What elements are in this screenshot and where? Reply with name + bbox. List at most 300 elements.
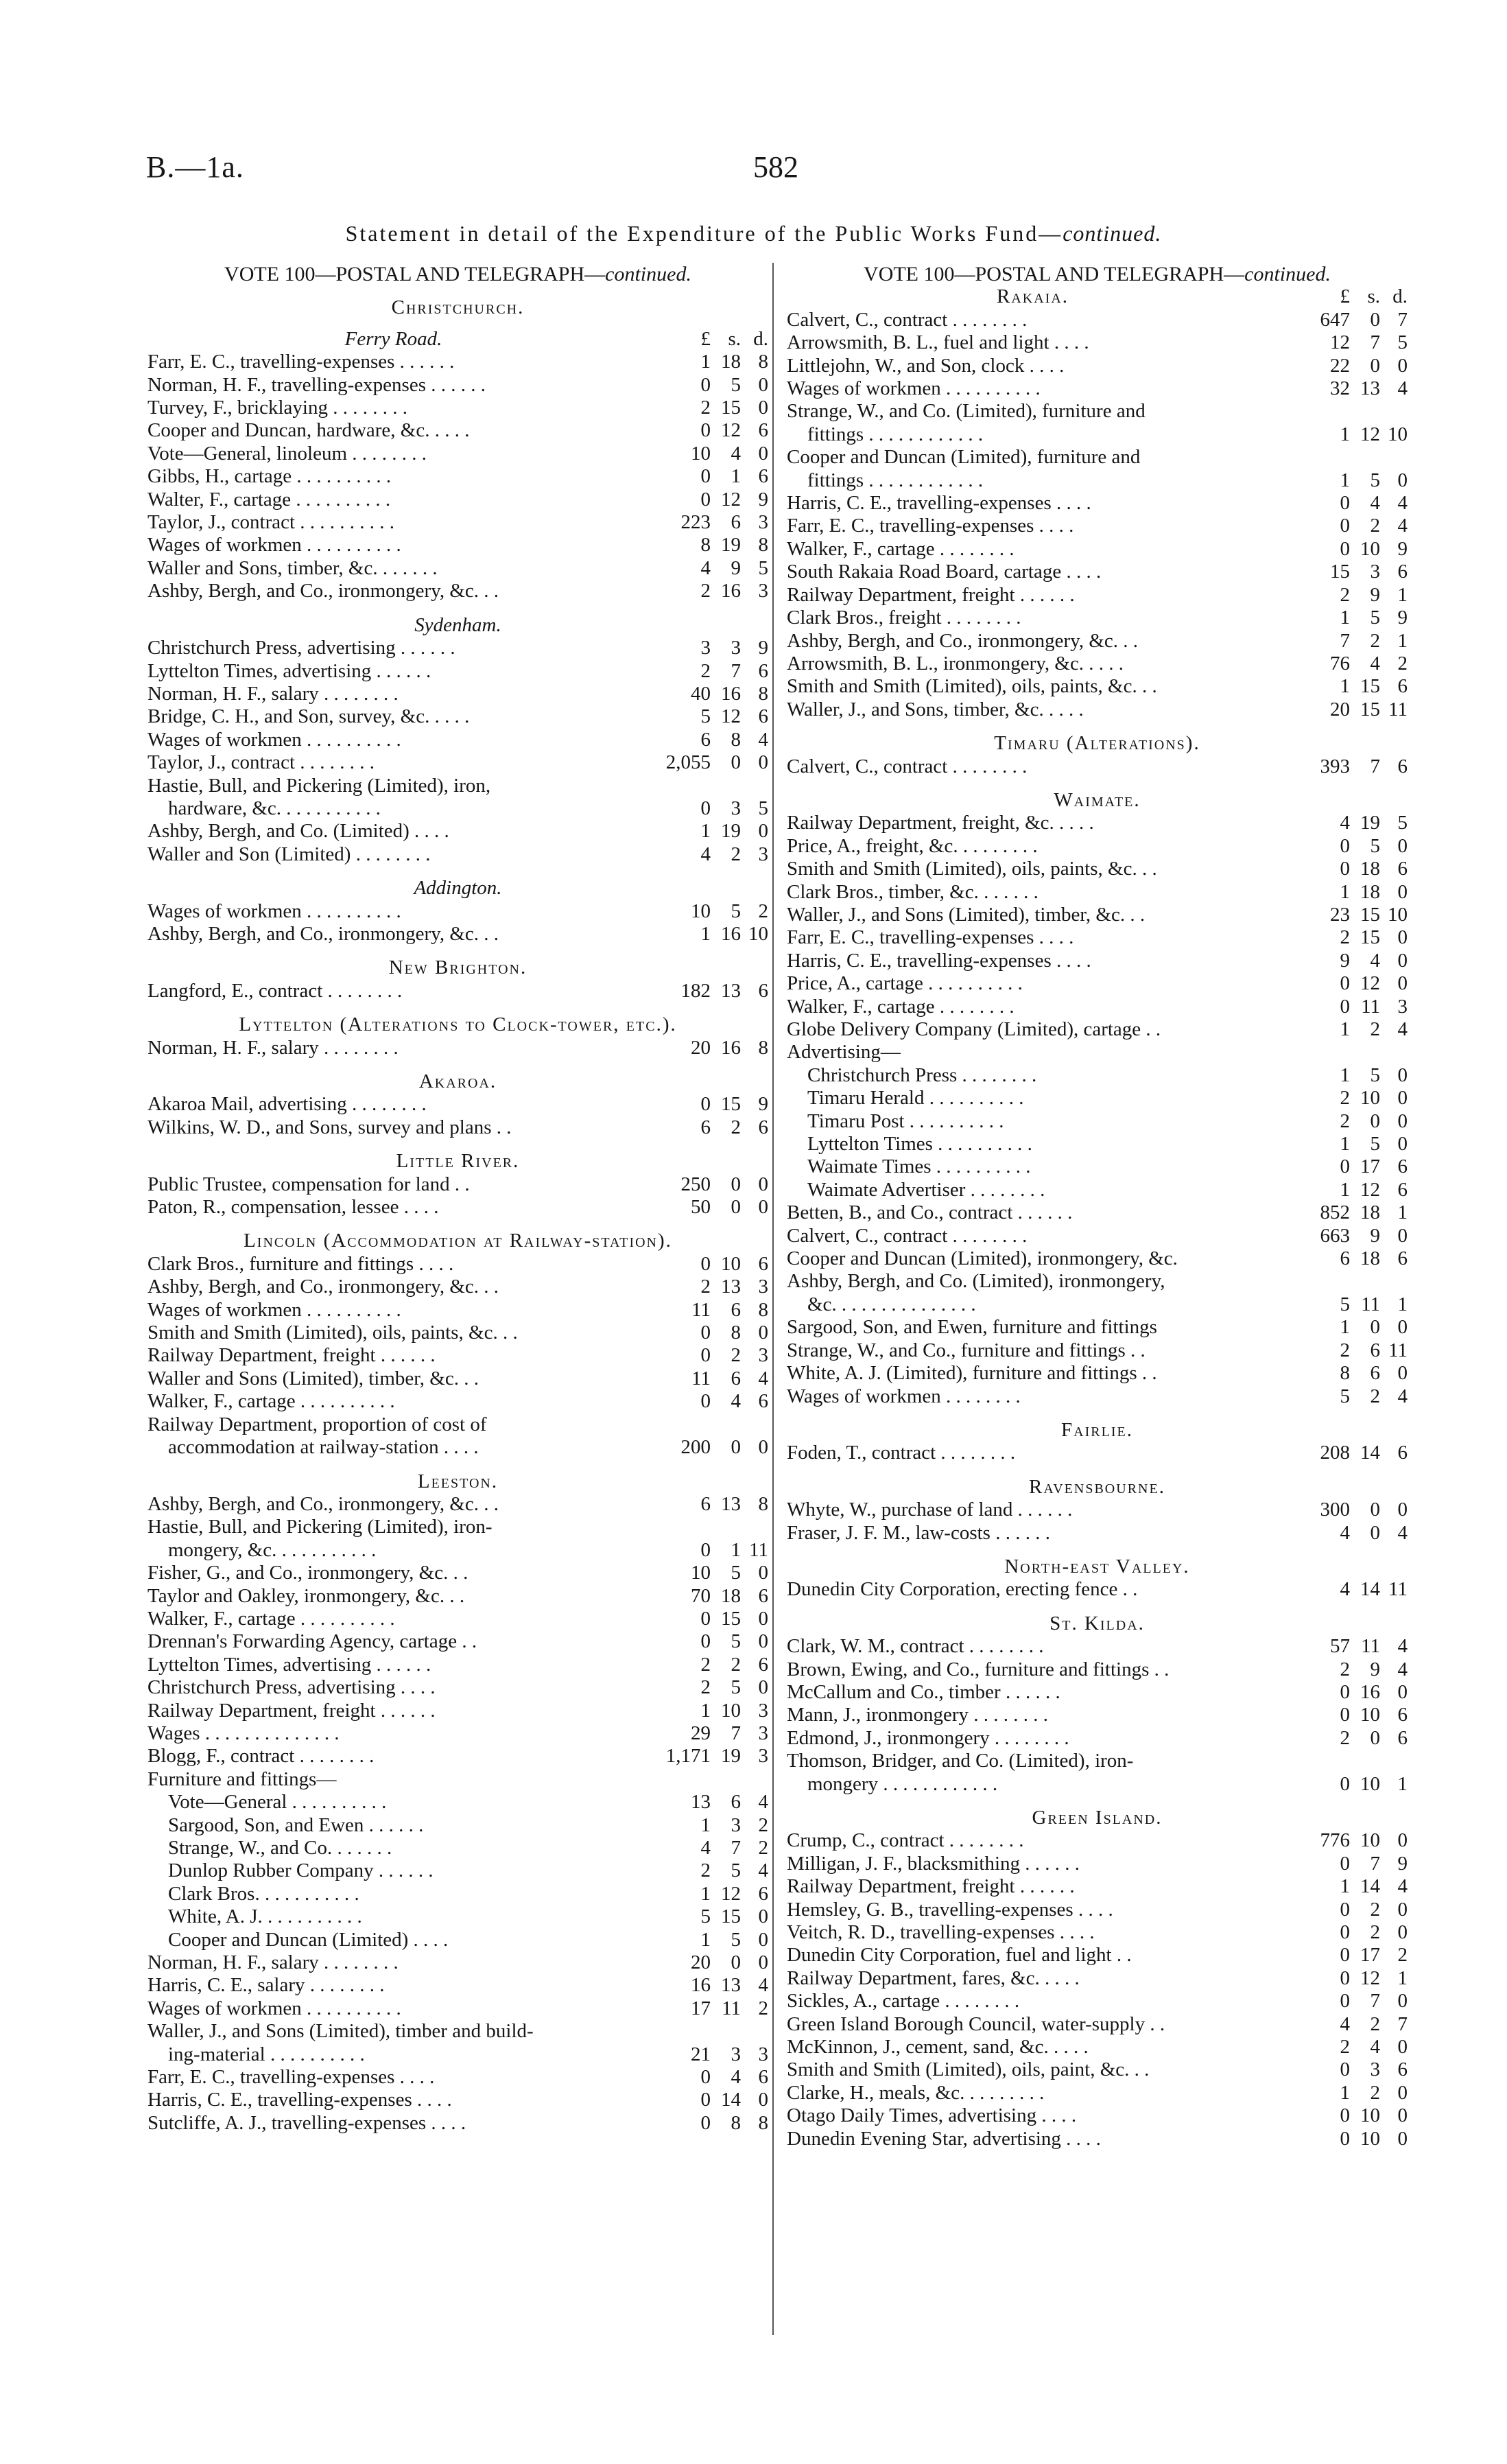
ledger-description: Clark, W. M., contract . . . . . . . . xyxy=(787,1635,1044,1658)
ledger-amount xyxy=(1279,2128,1408,2150)
subsection-heading-row xyxy=(147,328,768,351)
ledger-amount xyxy=(1279,1018,1408,1041)
ledger-row xyxy=(787,699,1408,721)
amount-pounds: 393 xyxy=(1320,755,1350,777)
ledger-description: Lyttelton Times . . . . . . . . . . xyxy=(807,1133,1032,1155)
ledger-amount xyxy=(1279,1339,1408,1362)
ledger-amount xyxy=(1279,1385,1408,1408)
ledger-amount xyxy=(1279,469,1408,492)
ledger-description: Hastie, Bull, and Pickering (Limited), iron- xyxy=(147,1516,493,1538)
amount-pounds: 0 xyxy=(700,465,711,488)
amount-pence: 0 xyxy=(1397,1087,1408,1110)
amount-pence: 0 xyxy=(1397,2104,1408,2127)
ledger-description: Wages of workmen . . . . . . . . . . xyxy=(147,900,401,922)
ledger-description: Clarke, H., meals, &c. . . . . . . . . xyxy=(787,2081,1045,2104)
ledger-amount xyxy=(639,1539,768,1562)
amount-pounds: 5 xyxy=(700,705,711,728)
ledger-description: fittings . . . . . . . . . . . . xyxy=(807,469,984,491)
ledger-row xyxy=(147,1929,768,1951)
amount-pence: 1 xyxy=(1397,1293,1408,1315)
amount-pounds: 0 xyxy=(1340,1680,1350,1703)
amount-pence: 10 xyxy=(1388,903,1408,926)
ledger-description: Edmond, J., ironmongery . . . . . . . . xyxy=(787,1726,1069,1749)
amount-shillings: 10 xyxy=(1360,2127,1380,2150)
ledger-description: ing-material . . . . . . . . . . xyxy=(168,2043,365,2065)
ledger-description: Wages of workmen . . . . . . . . . . xyxy=(787,377,1041,400)
ledger-description: Ashby, Bergh, and Co., ironmongery, &c. . . xyxy=(147,1492,499,1515)
amount-shillings: 3 xyxy=(731,2043,741,2065)
amount-shillings: 9 xyxy=(1370,1658,1380,1680)
ledger-description: Cooper and Duncan (Limited), ironmongery, &c. xyxy=(787,1247,1178,1270)
ledger-row xyxy=(147,2066,768,2089)
amount-pounds: 10 xyxy=(691,900,711,922)
amount-shillings: 5 xyxy=(1370,1064,1380,1086)
amount-pence: 0 xyxy=(758,442,768,465)
amount-shillings: 2 xyxy=(731,1653,741,1676)
ledger-row xyxy=(147,923,768,946)
amount-pence: 6 xyxy=(758,705,768,728)
amount-pence: 8 xyxy=(758,682,768,705)
amount-shillings: 7 xyxy=(1370,331,1380,354)
amount-shillings: 18 xyxy=(1360,858,1380,880)
ledger-row xyxy=(787,653,1408,675)
ledger-description: Timaru Post . . . . . . . . . . xyxy=(807,1110,1004,1132)
amount-pence: 6 xyxy=(758,1584,768,1607)
lsd-column-headings xyxy=(1279,285,1408,308)
amount-shillings: 7 xyxy=(1370,755,1380,777)
amount-pence: 3 xyxy=(758,1699,768,1722)
ledger-description: Cooper and Duncan (Limited) . . . . xyxy=(168,1928,449,1951)
ledger-description: Norman, H. F., salary . . . . . . . . xyxy=(147,682,399,705)
ledger-description: Railway Department, freight . . . . . . xyxy=(787,583,1075,606)
ledger-description: Bridge, C. H., and Son, survey, &c. . . . . xyxy=(147,705,470,728)
ledger-row xyxy=(147,1676,768,1699)
ledger-row xyxy=(787,1179,1408,1201)
amount-pence: 6 xyxy=(1397,1155,1408,1178)
amount-shillings: 4 xyxy=(1370,2036,1380,2058)
ledger-description: White, A. J. . . . . . . . . . . xyxy=(168,1905,362,1928)
ledger-amount xyxy=(1279,1155,1408,1178)
amount-pence: 6 xyxy=(1397,1247,1408,1270)
ledger-description: Harris, C. E., travelling-expenses . . . . xyxy=(787,492,1091,515)
ledger-row xyxy=(147,660,768,683)
amount-pence: 6 xyxy=(758,1390,768,1413)
amount-pounds: 300 xyxy=(1320,1499,1350,1521)
ledger-description: Wages of workmen . . . . . . . . . . xyxy=(147,534,401,556)
ledger-amount xyxy=(1279,1442,1408,1464)
amount-pounds: 1 xyxy=(1340,1875,1350,1898)
left-entries xyxy=(147,285,768,2135)
amount-shillings: 10 xyxy=(1360,1829,1380,1852)
ledger-description: Smith and Smith (Limited), oils, paint, &c. . . xyxy=(787,2058,1150,2081)
amount-pence: 3 xyxy=(758,1276,768,1298)
ledger-row xyxy=(787,996,1408,1018)
amount-pence: 0 xyxy=(1397,1064,1408,1086)
amount-pence: 6 xyxy=(758,1252,768,1275)
ledger-row xyxy=(147,1791,768,1814)
statement-title-continued: continued. xyxy=(1063,221,1162,246)
amount-pence: 6 xyxy=(758,659,768,682)
amount-pounds: 663 xyxy=(1320,1224,1350,1247)
ledger-row xyxy=(787,1578,1408,1601)
amount-pounds: 2 xyxy=(1340,926,1350,949)
amount-shillings: 12 xyxy=(1360,423,1380,445)
ledger-row xyxy=(787,1829,1408,1852)
amount-shillings: 0 xyxy=(731,1196,741,1219)
ledger-description: Sargood, Son, and Ewen . . . . . . xyxy=(168,1814,424,1836)
ledger-amount xyxy=(1279,2082,1408,2104)
amount-pence: 9 xyxy=(758,1093,768,1116)
page-number: 582 xyxy=(753,150,798,184)
amount-pounds: 0 xyxy=(1340,858,1350,880)
amount-pounds: 0 xyxy=(1340,1921,1350,1944)
ledger-row xyxy=(147,1173,768,1196)
amount-pence: 6 xyxy=(758,419,768,442)
amount-pounds: 0 xyxy=(700,2111,711,2134)
ledger-description: Smith and Smith (Limited), oils, paints, &c. . . xyxy=(147,1322,518,1344)
amount-shillings: 5 xyxy=(731,1630,741,1653)
ledger-row xyxy=(787,1635,1408,1658)
amount-shillings: 12 xyxy=(1360,1967,1380,1989)
ledger-description: McKinnon, J., cement, sand, &c. . . . . xyxy=(787,2036,1089,2058)
ledger-amount xyxy=(1279,881,1408,904)
ledger-row xyxy=(147,1116,768,1139)
subsection-heading: Addington. xyxy=(414,877,502,900)
amount-pence: 10 xyxy=(748,922,768,945)
ledger-description: Wages of workmen . . . . . . . . . . xyxy=(147,728,401,751)
amount-pounds: 6 xyxy=(700,1492,711,1515)
ledger-description: Akaroa Mail, advertising . . . . . . . . xyxy=(147,1093,427,1116)
ledger-description: Ashby, Bergh, and Co. (Limited), ironmongery, xyxy=(787,1270,1165,1293)
ledger-amount xyxy=(1279,699,1408,721)
ledger-amount xyxy=(639,534,768,556)
ledger-description: Waller and Sons (Limited), timber, &c. . . xyxy=(147,1367,479,1389)
ledger-description: Clark Bros., freight . . . . . . . . xyxy=(787,607,1021,629)
amount-pence: 0 xyxy=(758,1630,768,1653)
ledger-description: Lyttelton Times, advertising . . . . . . xyxy=(147,1653,431,1676)
ledger-amount xyxy=(1279,1921,1408,1944)
amount-shillings: 10 xyxy=(1360,2104,1380,2127)
amount-pounds: 647 xyxy=(1320,308,1350,331)
ledger-row xyxy=(787,858,1408,880)
amount-pence: 6 xyxy=(1397,1704,1408,1726)
amount-pence: 0 xyxy=(1397,1362,1408,1385)
amount-shillings: 16 xyxy=(721,580,741,602)
amount-pence: 2 xyxy=(1397,652,1408,674)
ledger-description: Taylor and Oakley, ironmongery, &c. . . xyxy=(147,1584,465,1607)
ledger-description: Taylor, J., contract . . . . . . . . xyxy=(147,751,375,774)
lsd-heading: d. xyxy=(1392,285,1408,308)
amount-shillings: 8 xyxy=(731,1322,741,1344)
ledger-description: Walker, F., cartage . . . . . . . . . . xyxy=(147,1607,395,1630)
ledger-amount xyxy=(1279,561,1408,583)
amount-pence: 4 xyxy=(1397,1385,1408,1407)
lsd-heading: £ xyxy=(700,327,711,350)
amount-pence: 0 xyxy=(758,1607,768,1630)
amount-shillings: 8 xyxy=(731,728,741,751)
right-vote-heading xyxy=(787,263,1408,285)
amount-shillings: 17 xyxy=(1360,1155,1380,1178)
amount-pounds: 4 xyxy=(1340,1521,1350,1544)
ledger-row xyxy=(787,950,1408,972)
ledger-text-line xyxy=(147,1413,768,1436)
amount-shillings: 0 xyxy=(1370,1521,1380,1544)
ledger-description: Ashby, Bergh, and Co. (Limited) . . . . xyxy=(147,820,449,843)
ledger-description: Railway Department, freight . . . . . . xyxy=(147,1699,436,1722)
ledger-amount xyxy=(639,1276,768,1298)
amount-shillings: 12 xyxy=(721,488,741,511)
ledger-description: Waller, J., and Sons, timber, &c. . . . . xyxy=(787,698,1084,720)
amount-pounds: 1 xyxy=(1340,675,1350,698)
amount-shillings: 9 xyxy=(1370,583,1380,606)
ledger-amount xyxy=(1279,1316,1408,1339)
amount-pounds: 2 xyxy=(700,1276,711,1298)
ledger-amount xyxy=(639,2112,768,2135)
amount-pence: 8 xyxy=(758,1492,768,1515)
amount-pence: 6 xyxy=(1397,858,1408,880)
amount-pence: 6 xyxy=(758,1882,768,1905)
ledger-row xyxy=(787,1155,1408,1178)
ledger-row xyxy=(147,1276,768,1298)
ledger-description: Globe Delivery Company (Limited), cartage . . xyxy=(787,1018,1161,1040)
ledger-amount xyxy=(1279,1499,1408,1521)
ledger-row xyxy=(147,1390,768,1413)
amount-shillings: 7 xyxy=(731,1722,741,1744)
lsd-heading: d. xyxy=(753,327,768,350)
amount-pence: 5 xyxy=(1397,812,1408,834)
ledger-row xyxy=(787,423,1408,446)
amount-pounds: 0 xyxy=(1340,1990,1350,2013)
amount-pounds: 0 xyxy=(1340,1898,1350,1921)
amount-pence: 6 xyxy=(758,465,768,488)
ledger-row xyxy=(147,1436,768,1459)
amount-pounds: 1 xyxy=(700,1928,711,1951)
ledger-amount xyxy=(639,1814,768,1837)
ledger-description: Harris, C. E., travelling-expenses . . . . xyxy=(147,2089,452,2111)
ledger-description: Clark Bros., furniture and fittings . . . . xyxy=(147,1252,454,1275)
amount-pence: 0 xyxy=(758,820,768,843)
amount-shillings: 4 xyxy=(1370,652,1380,674)
amount-pence: 4 xyxy=(1397,515,1408,537)
amount-shillings: 15 xyxy=(721,397,741,419)
ledger-description: South Rakaia Road Board, cartage . . . . xyxy=(787,561,1102,583)
ledger-description: Milligan, J. F., blacksmithing . . . . . . xyxy=(787,1852,1080,1875)
amount-pence: 6 xyxy=(1397,561,1408,583)
ledger-row xyxy=(787,1681,1408,1704)
amount-shillings: 16 xyxy=(721,922,741,945)
amount-pence: 4 xyxy=(1397,1875,1408,1898)
ledger-amount xyxy=(639,1562,768,1584)
amount-pence: 6 xyxy=(1397,675,1408,698)
ledger-amount xyxy=(1279,996,1408,1018)
ledger-amount xyxy=(1279,1853,1408,1875)
amount-pence: 0 xyxy=(1397,1110,1408,1132)
ledger-row xyxy=(147,637,768,659)
ledger-amount xyxy=(1279,675,1408,698)
ledger-amount xyxy=(1279,1522,1408,1545)
ledger-row xyxy=(147,1608,768,1630)
amount-shillings: 3 xyxy=(731,1814,741,1836)
amount-pence: 0 xyxy=(1397,972,1408,995)
ledger-row xyxy=(147,351,768,373)
ledger-row xyxy=(147,580,768,602)
ledger-description: Hastie, Bull, and Pickering (Limited), iron, xyxy=(147,774,491,797)
amount-pence: 0 xyxy=(758,373,768,396)
amount-pence: 1 xyxy=(1397,1201,1408,1224)
amount-pounds: 0 xyxy=(700,1538,711,1561)
amount-shillings: 8 xyxy=(731,2111,741,2134)
ledger-row xyxy=(147,1196,768,1219)
amount-pence: 0 xyxy=(1397,1133,1408,1155)
ledger-row xyxy=(147,1253,768,1276)
amount-pence: 6 xyxy=(1397,1726,1408,1749)
ledger-amount xyxy=(1279,1635,1408,1658)
amount-pounds: 2 xyxy=(700,1676,711,1699)
ledger-row xyxy=(787,1087,1408,1110)
amount-pounds: 7 xyxy=(1340,629,1350,652)
amount-pounds: 2 xyxy=(1340,1658,1350,1680)
ledger-text-line xyxy=(787,1270,1408,1293)
amount-shillings: 10 xyxy=(1360,537,1380,560)
amount-pounds: 182 xyxy=(680,979,711,1002)
amount-pounds: 223 xyxy=(680,511,711,534)
amount-pounds: 2 xyxy=(1340,1726,1350,1749)
ledger-amount xyxy=(639,1676,768,1699)
amount-pounds: 0 xyxy=(1340,1967,1350,1989)
ledger-description: Calvert, C., contract . . . . . . . . xyxy=(787,755,1028,777)
amount-pounds: 11 xyxy=(691,1367,711,1389)
lsd-heading: £ xyxy=(1340,285,1350,308)
ledger-amount xyxy=(1279,1064,1408,1087)
ledger-row xyxy=(787,355,1408,377)
ledger-amount xyxy=(639,1654,768,1676)
amount-pounds: 1 xyxy=(1340,607,1350,629)
ledger-amount xyxy=(1279,835,1408,858)
ledger-amount xyxy=(639,923,768,946)
ledger-amount xyxy=(639,1173,768,1196)
amount-pence: 0 xyxy=(1397,1499,1408,1521)
amount-shillings: 19 xyxy=(721,534,741,556)
amount-pence: 4 xyxy=(758,1859,768,1882)
ledger-amount xyxy=(1279,2036,1408,2058)
ledger-row xyxy=(787,1967,1408,1990)
ledger-amount xyxy=(1279,1681,1408,1704)
amount-pounds: 2 xyxy=(1340,2036,1350,2058)
lsd-heading: s. xyxy=(1367,285,1380,308)
amount-pence: 0 xyxy=(758,1562,768,1584)
ledger-amount xyxy=(639,1859,768,1882)
ledger-amount xyxy=(639,660,768,683)
ledger-description: mongery, &c. . . . . . . . . . . xyxy=(168,1538,377,1561)
amount-pence: 2 xyxy=(758,1837,768,1859)
ledger-row xyxy=(787,972,1408,995)
amount-pence: 0 xyxy=(1397,469,1408,491)
amount-shillings: 0 xyxy=(1370,1499,1380,1521)
ledger-amount xyxy=(639,1608,768,1630)
ledger-amount xyxy=(639,1951,768,1974)
ledger-row xyxy=(147,1585,768,1608)
amount-pounds: 16 xyxy=(691,1974,711,1997)
ledger-description: Turvey, F., bricklaying . . . . . . . . xyxy=(147,397,407,419)
amount-shillings: 4 xyxy=(731,1390,741,1413)
ledger-amount xyxy=(1279,2104,1408,2127)
ledger-amount xyxy=(639,705,768,728)
amount-pence: 6 xyxy=(758,1116,768,1138)
ledger-description: Strange, W., and Co. (Limited), furniture and xyxy=(787,400,1146,423)
amount-shillings: 12 xyxy=(721,419,741,442)
amount-pence: 9 xyxy=(1397,607,1408,629)
amount-shillings: 2 xyxy=(731,1116,741,1138)
amount-pounds: 1 xyxy=(1340,423,1350,445)
ledger-row xyxy=(787,2036,1408,2058)
amount-pounds: 13 xyxy=(691,1791,711,1814)
ledger-text-line xyxy=(147,2020,768,2043)
ledger-amount xyxy=(639,465,768,488)
ledger-row xyxy=(787,1225,1408,1247)
ledger-description: Vote—General . . . . . . . . . . xyxy=(168,1791,387,1814)
amount-shillings: 15 xyxy=(1360,675,1380,698)
ledger-row xyxy=(147,705,768,728)
ledger-description: Langford, E., contract . . . . . . . . xyxy=(147,979,403,1002)
amount-shillings: 18 xyxy=(721,1584,741,1607)
ledger-description: Ashby, Bergh, and Co., ironmongery, &c. . . xyxy=(147,580,499,602)
amount-pounds: 2 xyxy=(700,580,711,602)
amount-pounds: 32 xyxy=(1330,377,1350,400)
ledger-amount xyxy=(1279,607,1408,629)
ledger-text-line xyxy=(787,400,1408,423)
amount-pounds: 57 xyxy=(1330,1635,1350,1658)
ledger-description: Advertising— xyxy=(787,1041,901,1064)
ledger-amount xyxy=(639,397,768,419)
ledger-text-line xyxy=(787,1041,1408,1064)
amount-shillings: 7 xyxy=(731,1837,741,1859)
ledger-amount xyxy=(639,419,768,442)
ledger-amount xyxy=(639,843,768,866)
amount-pounds: 70 xyxy=(691,1584,711,1607)
amount-pounds: 0 xyxy=(1340,1704,1350,1726)
ledger-description: Ashby, Bergh, and Co., ironmongery, &c. . . xyxy=(147,1276,499,1298)
amount-pence: 4 xyxy=(758,728,768,751)
ledger-row xyxy=(147,729,768,751)
ledger-description: Norman, H. F., salary . . . . . . . . xyxy=(147,1036,399,1059)
amount-pounds: 776 xyxy=(1320,1829,1350,1852)
ledger-row xyxy=(787,1773,1408,1796)
amount-pounds: 5 xyxy=(1340,1293,1350,1315)
ledger-row xyxy=(147,1974,768,1997)
amount-pounds: 2 xyxy=(1340,1110,1350,1132)
amount-pounds: 1 xyxy=(700,1882,711,1905)
ledger-row xyxy=(147,1539,768,1562)
ledger-amount xyxy=(1279,1967,1408,1990)
amount-shillings: 14 xyxy=(1360,1442,1380,1464)
ledger-row xyxy=(787,1522,1408,1545)
ledger-amount xyxy=(1279,1087,1408,1110)
ledger-amount xyxy=(1279,1247,1408,1270)
ledger-description: Public Trustee, compensation for land . . xyxy=(147,1173,470,1195)
ledger-row xyxy=(147,1037,768,1059)
amount-pence: 3 xyxy=(758,1344,768,1367)
ledger-amount xyxy=(639,1390,768,1413)
amount-pence: 3 xyxy=(758,580,768,602)
ledger-text-line xyxy=(147,775,768,797)
ledger-row xyxy=(787,1944,1408,1967)
amount-pounds: 4 xyxy=(700,843,711,865)
ledger-row xyxy=(787,1064,1408,1087)
ledger-description: Thomson, Bridger, and Co. (Limited), iron- xyxy=(787,1750,1134,1772)
amount-pence: 0 xyxy=(1397,354,1408,377)
amount-pounds: 0 xyxy=(1340,2058,1350,2081)
ledger-amount xyxy=(1279,1133,1408,1155)
